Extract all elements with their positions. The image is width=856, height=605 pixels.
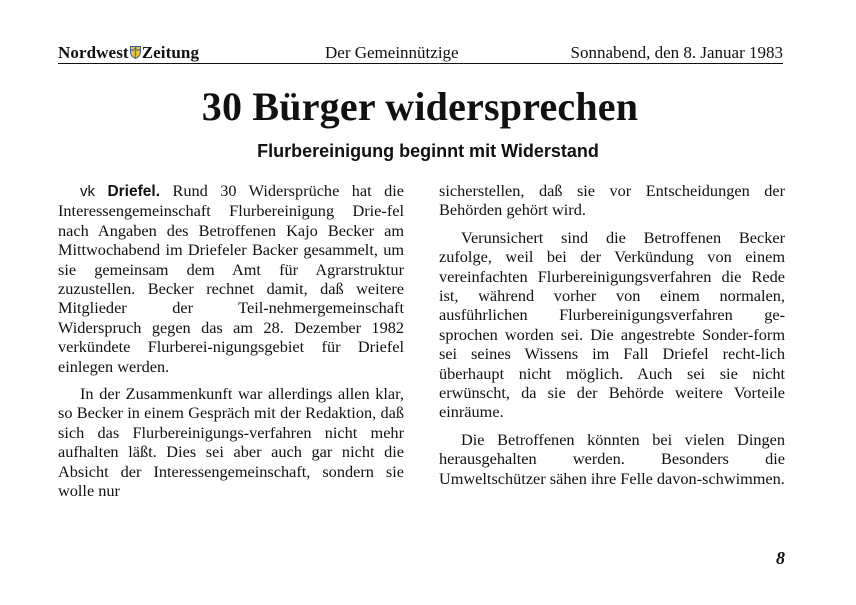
byline: vk xyxy=(80,183,95,200)
article-paragraph-4: Die Betroffenen könnten bei vielen Dingen herausgehalten werden. Besonders die Umweltschützer sähen ihre Felle davon-schwimmen. xyxy=(439,429,785,488)
newspaper-name xyxy=(58,43,199,63)
article-paragraph-2: In der Zusammenkunft war allerdings allen klar, so Becker in einem Gespräch mit der Redaktion, daß sich das Flurbereinigungs-verfahren nicht mehr aufhalten läßt. Dies sei aber auch gar nicht die Absicht der Interessengemeinschaft, sondern sie wolle nur xyxy=(58,384,404,501)
issue-date: Sonnabend, den 8. Januar 1983 xyxy=(570,43,783,62)
article-column-left xyxy=(58,181,404,509)
section-title: Der Gemeinnützige xyxy=(325,43,459,62)
article-paragraph-2-continued: sicherstellen, daß sie vor Entscheidungen der Behörden gehört wird. xyxy=(439,181,785,220)
article-paragraph-3: Verunsichert sind die Betroffenen Becker zufolge, weil bei der Verkündung von einem vereinfachten Flurbereinigungsverfahren die Rede ist, während vorher von einem normalen, ausführlichen Flurbereinigungsverfahren ge-sprochen worden sei. Die angestrebte Sonder-form sei seines Wissens im Fall Driefel recht-lich überhaupt nicht möglich. Auch sei sie nicht erwünscht, da sie der Behörde weitere Vorteile einräume. xyxy=(439,227,785,422)
article-paragraph-1 xyxy=(58,181,404,376)
masthead xyxy=(58,41,783,64)
dateline: Driefel. xyxy=(107,183,161,200)
newspaper-name-part2: Zeitung xyxy=(141,43,200,62)
article-column-right xyxy=(439,181,785,496)
page-number: 8 xyxy=(776,548,785,568)
newspaper-name-part1: Nordwest xyxy=(58,43,129,62)
subheadline: Flurbereinigung beginnt mit Widerstand xyxy=(257,141,599,161)
headline: 30 Bürger widersprechen xyxy=(201,84,639,129)
paragraph-text: Rund 30 Widersprüche hat die Interessengemeinschaft Flurbereinigung Drie-fel nach Angaben des Betroffenen Kajo Becker am Mittwochabend im Driefeler Backer gesammelt, um sie gemeinsam dem Amt für Agrarstruktur zuzustellen. Becker rechnet damit, daß weitere Mitglieder der Teil-nehmergemeinschaft Widerspruch gegen das am 28. Dezember 1982 verkündete Flurberei-nigungsgebiet für Driefel einlegen werden. xyxy=(58,181,404,376)
coat-of-arms-icon xyxy=(130,46,141,59)
